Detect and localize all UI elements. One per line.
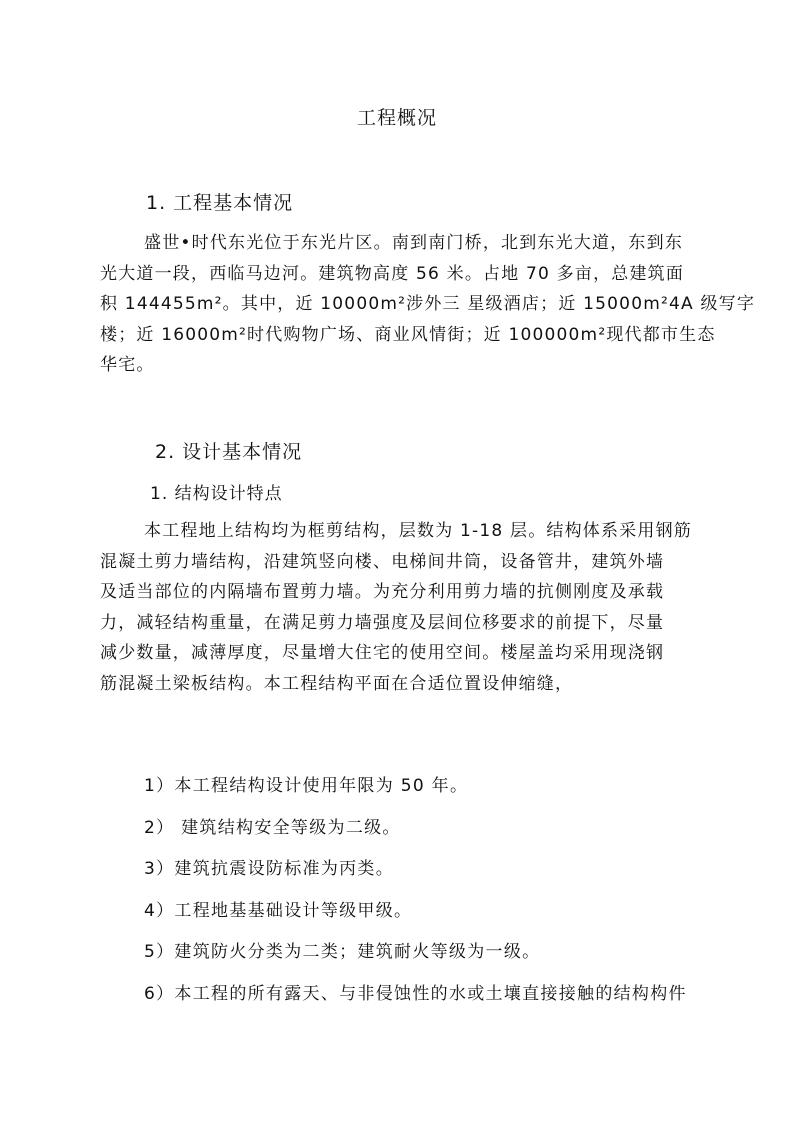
list-item: 3）建筑抗震设防标准为丙类。 [144, 859, 395, 879]
paragraph-line: 力，减轻结构重量，在满足剪力墙强度及层间位移要求的前提下，尽量 [100, 612, 665, 633]
paragraph-structure [100, 516, 700, 699]
section-heading-basic-info: 1. 工程基本情况 [146, 192, 294, 214]
list-item: 1）本工程结构设计使用年限为 50 年。 [144, 776, 469, 796]
list-item: 6）本工程的所有露天、与非侵蚀性的水或土壤直接接触的结构构件 [144, 984, 687, 1004]
paragraph-line: 混凝土剪力墙结构，沿建筑竖向楼、电梯间井筒，设备管井，建筑外墙 [100, 551, 665, 572]
paragraph-line: 筋混凝土梁板结构。本工程结构平面在合适位置设伸缩缝， [100, 673, 574, 694]
subsection-heading-structure: 1. 结构设计特点 [150, 484, 283, 504]
paragraph-line: 及适当部位的内隔墙布置剪力墙。为充分利用剪力墙的抗侧刚度及承载 [100, 582, 665, 602]
paragraph-line: 减少数量，减薄厚度，尽量增大住宅的使用空间。楼屋盖均采用现浇钢 [100, 643, 665, 663]
paragraph-line: 光大道一段，西临马边河。建筑物高度 56 米。占地 70 多亩，总建筑面 [100, 263, 685, 284]
paragraph-line: 楼；近 16000m²时代购物广场、商业风情街；近 100000m²现代都市生态 [100, 324, 716, 345]
paragraph-line: 本工程地上结构均为框剪结构，层数为 1-18 层。结构体系采用钢筋 [144, 521, 692, 541]
page-title: 工程概况 [356, 107, 437, 129]
list-item: 5）建筑防火分类为二类；建筑耐火等级为一级。 [144, 942, 541, 962]
list-item: 4）工程地基基础设计等级甲级。 [144, 901, 413, 921]
list-item: 2） 建筑结构安全等级为二级。 [144, 818, 401, 838]
paragraph-basic-info [100, 228, 756, 381]
paragraph-line: 积 144455m²。其中，近 10000m²涉外三 星级酒店；近 15000m²4A 级写字 [100, 294, 756, 314]
paragraph-line: 华宅。 [100, 355, 155, 375]
paragraph-line: 盛世•时代东光位于东光片区。南到南门桥，北到东光大道，东到东 [144, 233, 684, 253]
section-heading-design-info: 2. 设计基本情况 [155, 441, 303, 463]
